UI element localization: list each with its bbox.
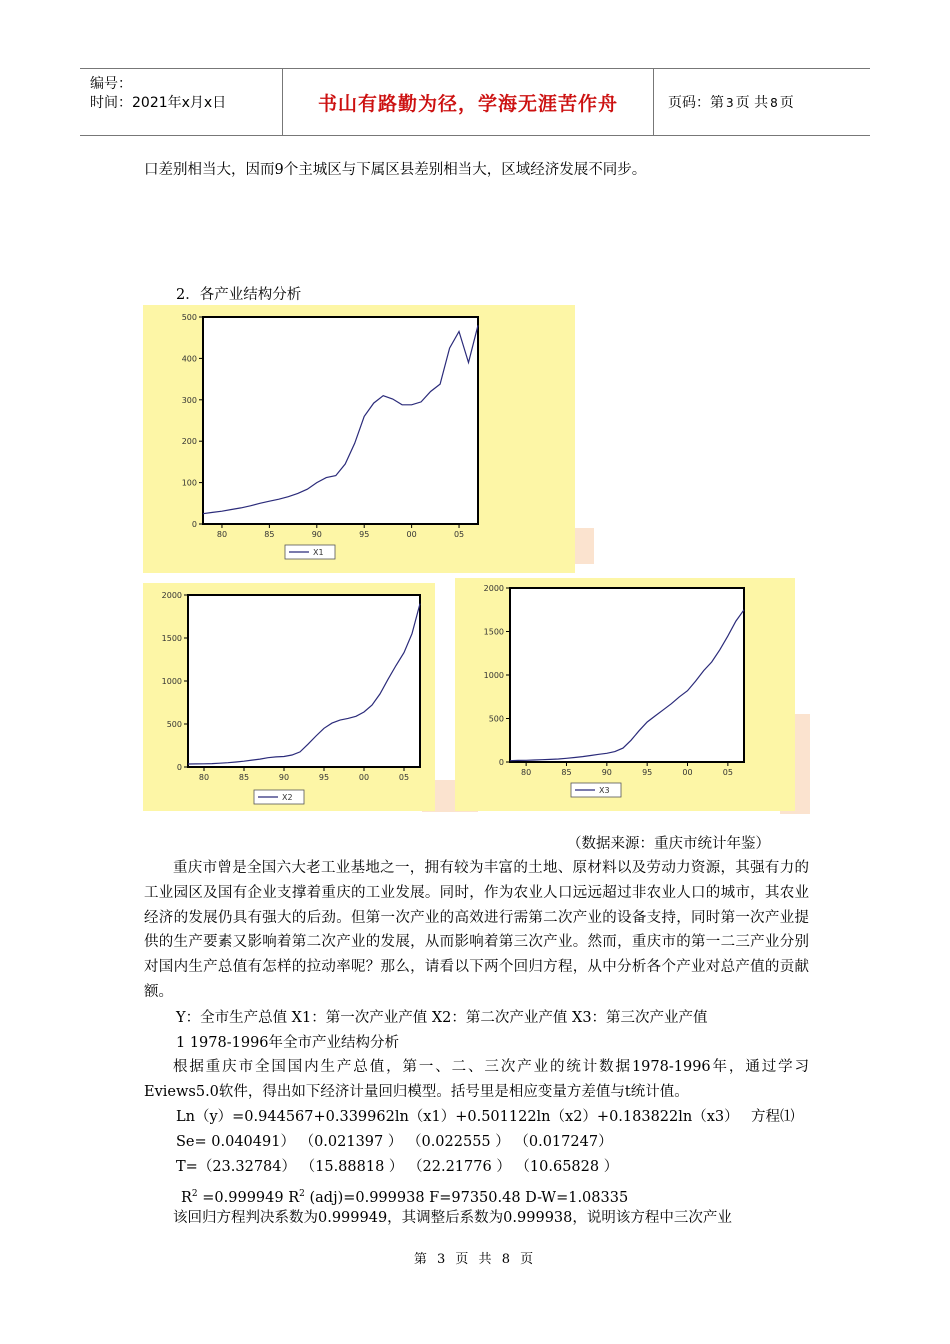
chart-x3 [455, 578, 795, 811]
y-tick-label: 500 [181, 313, 197, 322]
x-tick-label: 95 [318, 773, 330, 782]
x-tick-label: 80 [198, 773, 210, 782]
page-suffix: 页 [779, 95, 794, 111]
page-prefix: 页码：第 [668, 95, 724, 111]
x-tick-label: 90 [311, 530, 322, 539]
chart-x1-svg [143, 305, 575, 573]
x-tick-label: 05 [398, 773, 410, 782]
x-tick-label: 00 [682, 768, 693, 777]
subsection-1: 1 1978-1996年全市产业结构分析 [176, 1035, 400, 1051]
y-tick-label: 400 [181, 354, 197, 364]
fit-statistics: $R^2 =0.999949$ $R^2$ (adj)=0.999938 F=97350.48 D-W=1.08335 [181, 1189, 629, 1206]
variables-line: Y：全市生产总值 X1：第一次产业产值 X2：第二次产业产值 X3：第三次产业产值 [176, 1010, 708, 1026]
legend-label: X1 [313, 548, 324, 557]
chart-x1 [143, 305, 575, 573]
standard-errors: Se= 0.040491） （0.021397 ） （0.022555 ） （0.017247） [176, 1134, 613, 1150]
header-page-info [664, 69, 870, 135]
y-tick-label: 200 [181, 437, 197, 447]
y-tick-label: 0 [191, 520, 197, 529]
x-tick-label: 85 [238, 773, 250, 782]
y-tick-label: 500 [166, 720, 182, 729]
page-current: 3 [726, 96, 734, 110]
y-tick-label: 1000 [483, 671, 504, 680]
header-motto: 书山有路勤为径，学海无涯苦作舟 [283, 69, 654, 135]
y-tick-label: 300 [181, 395, 197, 405]
page-header [80, 68, 870, 136]
x-tick-label: 85 [561, 768, 572, 777]
legend-label: X3 [599, 786, 610, 795]
x-tick-label: 90 [278, 773, 290, 782]
y-tick-label: 1000 [161, 677, 182, 686]
paragraph-2: 根据重庆市全国国内生产总值，第一、二、三次产业的统计数据1978-1996年，通过学习Eviews5.0软件，得出如下经济计量回归模型。括号里是相应变量方差值与t统计值。 [144, 1059, 809, 1100]
plot-area [510, 588, 744, 762]
body-line-1: 口差别相当大，因而9个主城区与下属区县差别相当大，区域经济发展不同步。 [144, 162, 647, 178]
equation-tag: 方程⑴ [751, 1109, 795, 1125]
x-tick-label: 90 [601, 768, 612, 777]
paragraph-3: 该回归方程判决系数为0.999949，其调整后系数为0.999938，说明该方程中三次产业 [173, 1210, 732, 1226]
page-total: 8 [770, 96, 778, 110]
t-statistics: T=（23.32784） （15.88818 ） （22.21776 ） （10.65828 ） [176, 1159, 619, 1175]
chart-x2-svg [143, 583, 435, 811]
y-tick-label: 0 [498, 758, 504, 767]
chart-x2 [143, 583, 435, 811]
paragraph-1: 重庆市曾是全国六大老工业基地之一，拥有较为丰富的土地、原材料以及劳动力资源，其强有力的工业园区及国有企业支撑着重庆的工业发展。同时，作为农业人口远远超过非农业人口的城市，其农业经济的发展仍具有强大的后劲。但第一次产业的高效进行需第二次产业的设备支持，同时第一次产业提供的生产要素又影响着第二次产业的发展，从而影响着第三次产业。然而，重庆市的第一二三产业分别对国内生产总值有怎样的拉动率呢？那么，请看以下两个回归方程，从中分析各个产业对总产值的贡献额。 [144, 860, 809, 1000]
x-tick-label: 80 [521, 768, 532, 777]
x-tick-label: 05 [453, 530, 465, 539]
y-tick-label: 1500 [483, 627, 504, 637]
page-footer: 第 3 页 共 8 页 [413, 1252, 537, 1267]
regression-equation: Ln（y）=0.944567+0.339962ln（x1）+0.501122ln（x2）+0.183822ln（x3） [176, 1109, 739, 1125]
legend-label: X2 [282, 793, 293, 802]
y-tick-label: 1500 [161, 634, 182, 643]
y-tick-label: 100 [181, 478, 197, 488]
section-heading-2: 2．各产业结构分析 [176, 287, 302, 303]
y-tick-label: 2000 [483, 584, 504, 593]
x-tick-label: 00 [406, 530, 417, 539]
x-tick-label: 80 [216, 530, 228, 539]
x-tick-label: 85 [264, 530, 275, 539]
chart-x3-svg [455, 578, 795, 811]
page-mid: 页 共 [735, 95, 769, 111]
data-source: （数据来源：重庆市统计年鉴） [567, 836, 770, 852]
header-meta [80, 69, 283, 135]
x-tick-label: 00 [358, 773, 370, 782]
y-tick-label: 0 [176, 763, 182, 772]
x-tick-label: 95 [642, 768, 653, 777]
y-tick-label: 500 [488, 714, 504, 724]
x-tick-label: 05 [722, 768, 733, 777]
x-tick-label: 95 [359, 530, 370, 539]
plot-area [203, 317, 478, 524]
plot-area [188, 595, 420, 767]
date-label: 时间：2021年x月x日 [90, 95, 227, 111]
number-label: 编号： [90, 76, 132, 92]
y-tick-label: 2000 [161, 591, 182, 600]
